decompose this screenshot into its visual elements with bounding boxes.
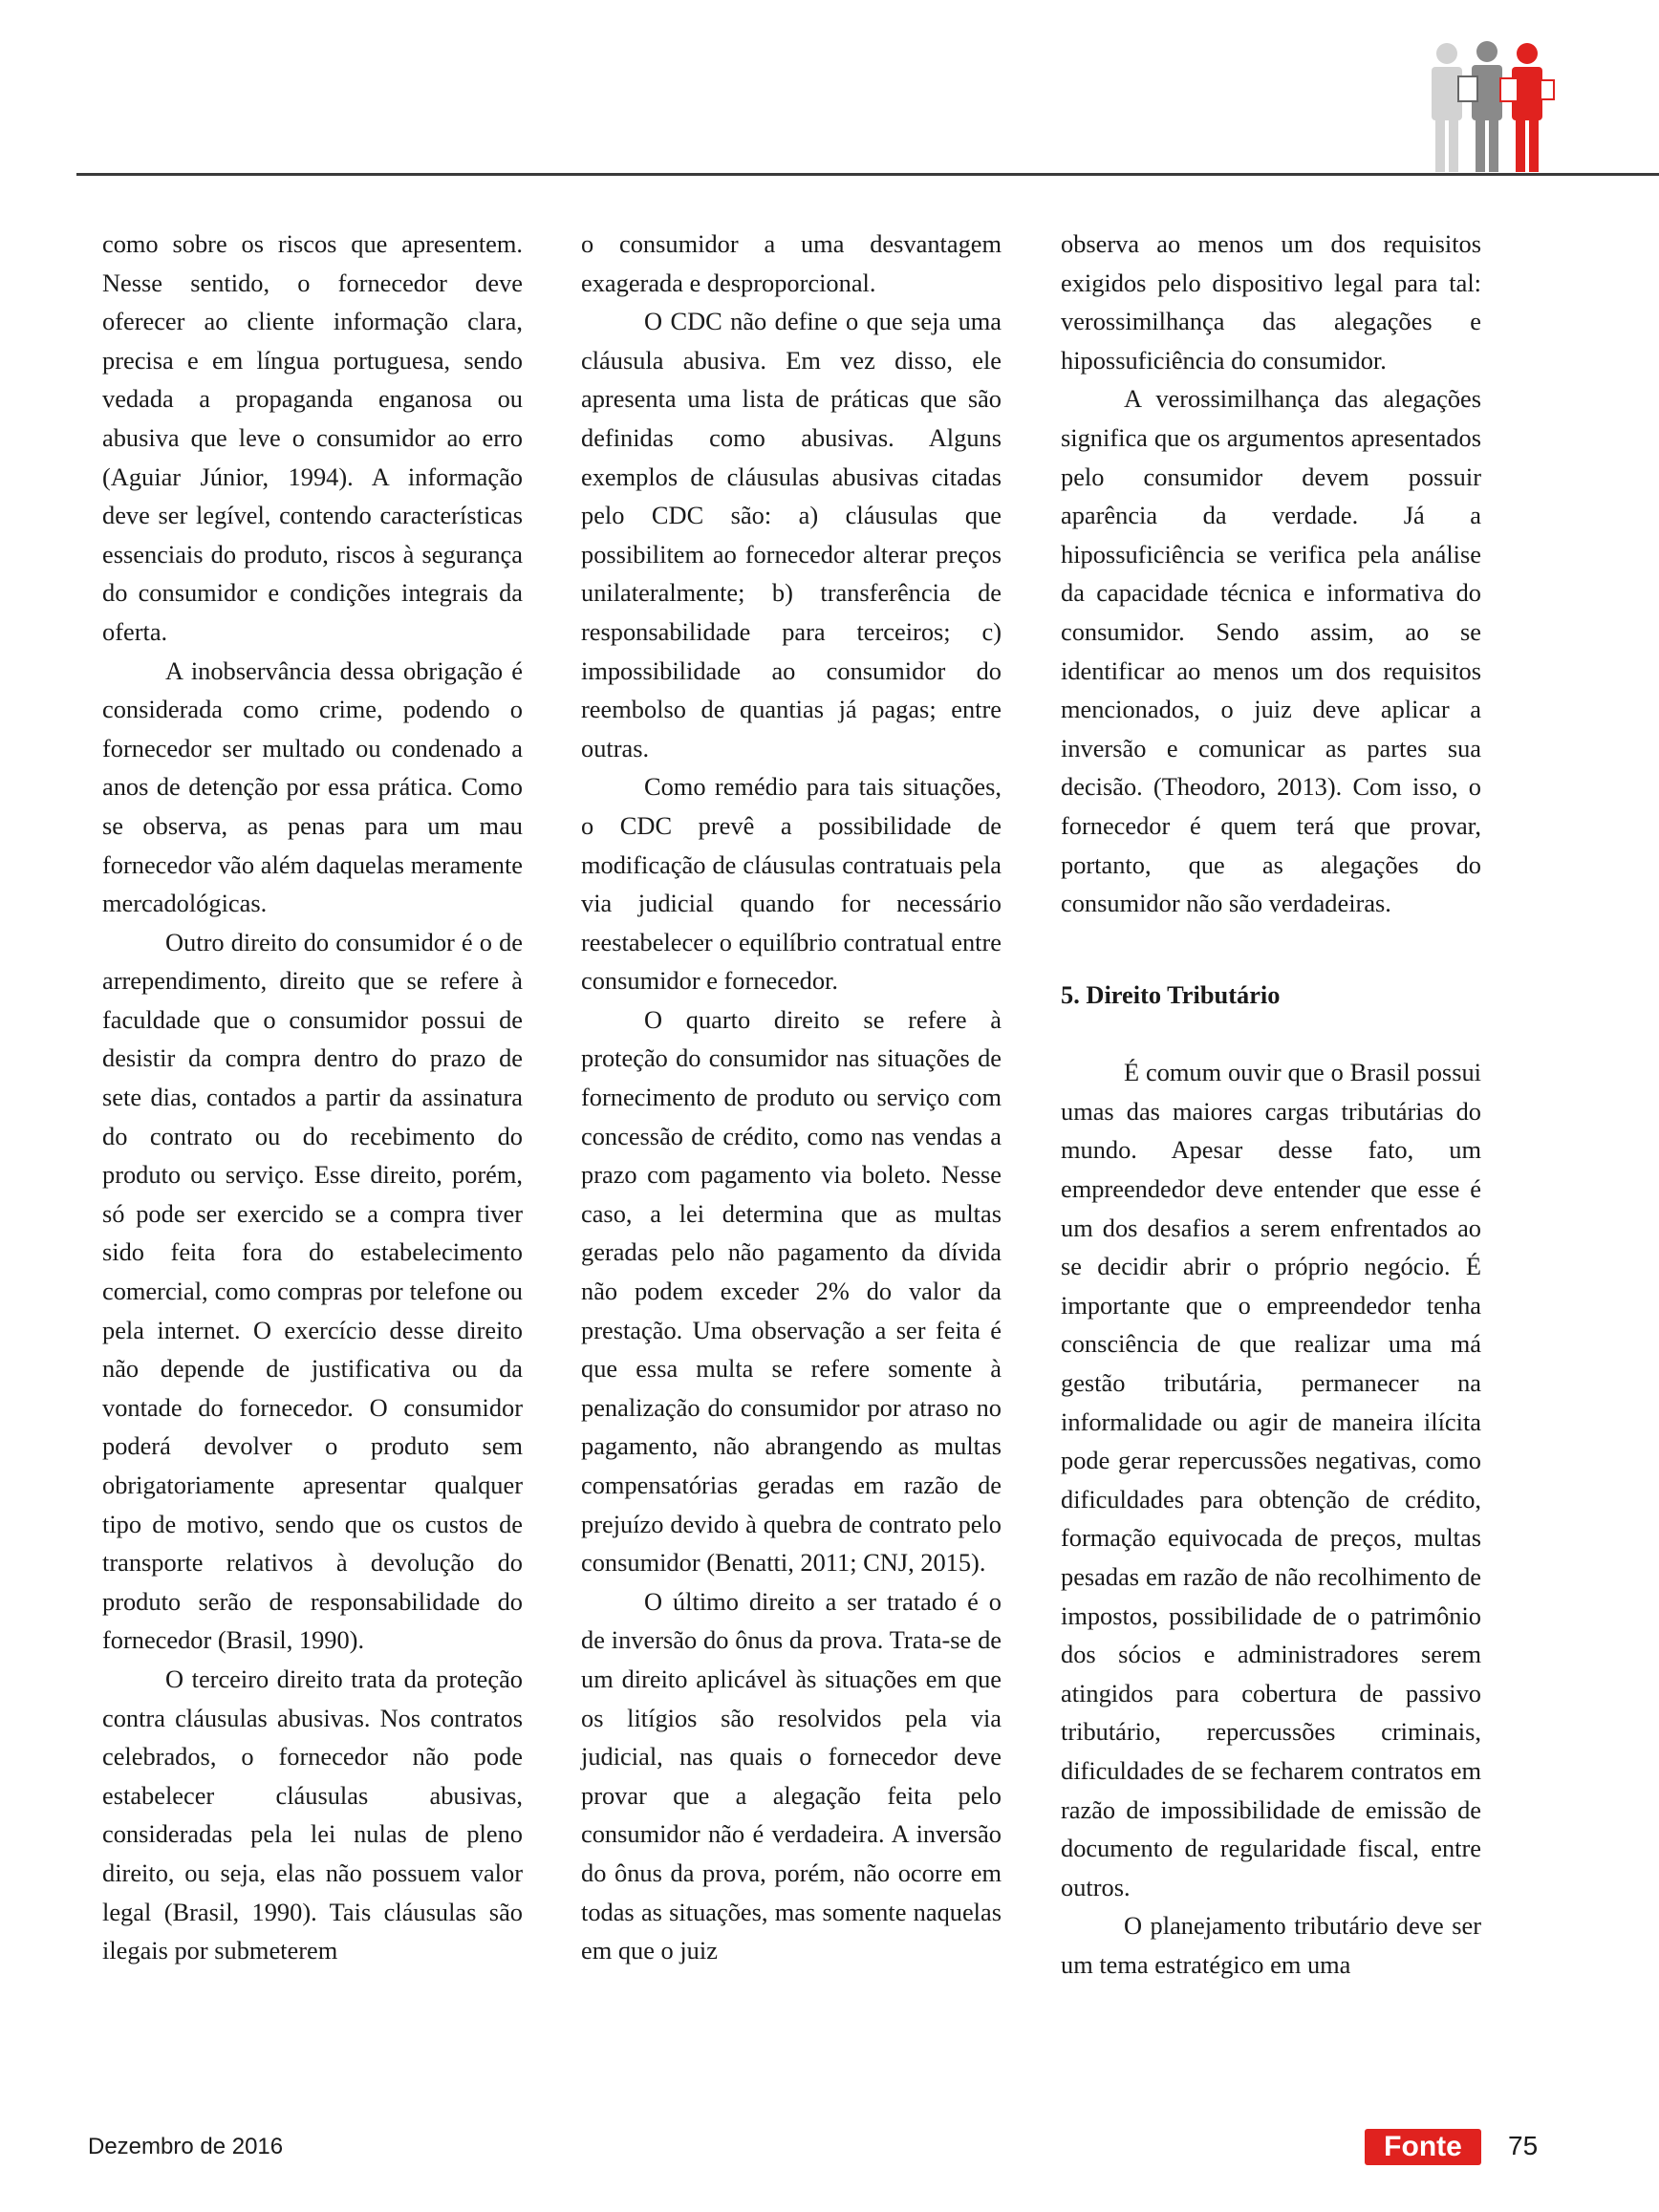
paragraph: A verossimilhança das alegações significa que os argumentos apresentados pelo consumidor devem possuir aparência da verdade. Já a hipossuficiência se verifica pela análise da capacidade técnica e informativa do consumidor. Sendo assim, ao se identificar ao menos um dos requisitos mencionados, o juiz deve aplicar a inversão e comunicar as partes sua decisão. (Theodoro, 2013). Com isso, o fornecedor é quem terá que provar, portanto, que as alegações do consumidor não são verdadeiras. bbox=[1061, 384, 1481, 918]
paragraph: o consumidor a uma desvantagem exagerada e desproporcional. bbox=[581, 229, 1002, 297]
three-figures-logo-icon bbox=[1424, 40, 1558, 174]
text-column-2 bbox=[581, 225, 1002, 1970]
footer-date: Dezembro de 2016 bbox=[88, 2134, 284, 2159]
paragraph: O último direito a ser tratado é o de inversão do ônus da prova. Trata-se de um direito aplicável às situações em que os litígios são resolvidos pela via judicial, nas quais o fornecedor deve provar que a alegação feita pelo consumidor não é verdadeira. A inversão do ônus da prova, porém, não ocorre em todas as situações, mas somente naquelas em que o juiz bbox=[581, 1586, 1002, 1965]
paragraph: O terceiro direito trata da proteção contra cláusulas abusivas. Nos contratos celebrados, o fornecedor não pode estabelecer cláusulas abusivas, consideradas pela lei nulas de pleno direito, ou seja, elas não possuem valor legal (Brasil, 1990). Tais cláusulas são ilegais por submeterem bbox=[102, 1664, 523, 1965]
paragraph: A inobservância dessa obrigação é considerada como crime, podendo o fornecedor ser multado ou condenado a anos de detenção por essa prática. Como se observa, as penas para um mau fornecedor vão além daquelas meramente mercadológicas. bbox=[102, 655, 523, 918]
paragraph: É comum ouvir que o Brasil possui umas das maiores cargas tributárias do mundo. Apesar desse fato, um empreendedor deve entender que esse é um dos desafios a serem enfrentados ao se decidir abrir o próprio negócio. É importante que o empreendedor tenha consciência de que realizar uma má gestão tributária, permanecer na informalidade ou agir de maneira ilícita pode gerar repercussões negativas, como dificuldades para obtenção de crédito, formação equivocada de preços, multas pesadas em razão de não recolhimento de impostos, possibilidade de o patrimônio dos sócios e administradores serem atingidos para cobertura de passivo tributário, repercussões criminais, dificuldades de se fecharem contratos em razão de impossibilidade de emissão de documento de regularidade fiscal, entre outros. bbox=[1061, 1058, 1481, 1901]
paragraph: O CDC não define o que seja uma cláusula abusiva. Em vez disso, ele apresenta uma lista de práticas que são definidas como abusivas. Alguns exemplos de cláusulas abusivas citadas pelo CDC são: a) cláusulas que possibilitem ao fornecedor alterar preços unilateralmente; b) transferência de responsabilidade para terceiros; c) impossibilidade ao consumidor do reembolso de quantias já pagas; entre outras. bbox=[581, 307, 1002, 762]
text-column-1 bbox=[102, 225, 523, 1970]
paragraph: como sobre os riscos que apresentem. Nesse sentido, o fornecedor deve oferecer ao cliente informação clara, precisa e em língua portuguesa, sendo vedada a propaganda enganosa ou abusiva que leve o consumidor ao erro (Aguiar Júnior, 1994). A informação deve ser legível, contendo características essenciais do produto, riscos à segurança do consumidor e condições integrais da oferta. bbox=[102, 229, 523, 646]
header-rule bbox=[76, 173, 1659, 176]
paragraph: Outro direito do consumidor é o de arrependimento, direito que se refere à faculdade que o consumidor possui de desistir da compra dentro do prazo de sete dias, contados a partir da assinatura do contrato ou do recebimento do produto ou serviço. Esse direito, porém, só pode ser exercido se a compra tiver sido feita fora do estabelecimento comercial, como compras por telefone ou pela internet. O exercício desse direito não depende de justificativa ou da vontade do fornecedor. O consumidor poderá devolver o produto sem obrigatoriamente apresentar qualquer tipo de motivo, sendo que os custos de transporte relativos à devolução do produto serão de responsabilidade do fornecedor (Brasil, 1990). bbox=[102, 927, 523, 1655]
text-column-3 bbox=[1061, 225, 1481, 1985]
paragraph: O planejamento tributário deve ser um tema estratégico em uma bbox=[1061, 1911, 1481, 1979]
paragraph: observa ao menos um dos requisitos exigidos pelo dispositivo legal para tal: verossimilhança das alegações e hipossuficiência do consumidor. bbox=[1061, 229, 1481, 375]
paragraph: O quarto direito se refere à proteção do consumidor nas situações de fornecimento de produto ou serviço com concessão de crédito, como nas vendas a prazo com pagamento via boleto. Nesse caso, a lei determina que as multas geradas pelo não pagamento da dívida não podem exceder 2% do valor da prestação. Uma observação a ser feita é que essa multa se refere somente à penalização do consumidor por atraso no pagamento, não abrangendo as multas compensatórias geradas em razão de prejuízo devido à quebra de contrato pelo consumidor (Benatti, 2011; CNJ, 2015). bbox=[581, 1004, 1002, 1578]
section-heading: 5. Direito Tributário bbox=[1061, 979, 1281, 1009]
page-number: 75 bbox=[1508, 2131, 1539, 2160]
brand-logo: Fonte bbox=[1365, 2129, 1481, 2165]
paragraph: Como remédio para tais situações, o CDC prevê a possibilidade de modificação de cláusulas contratuais pela via judicial quando for necessário reestabelecer o equilíbrio contratual entre consumidor e fornecedor. bbox=[581, 772, 1002, 996]
